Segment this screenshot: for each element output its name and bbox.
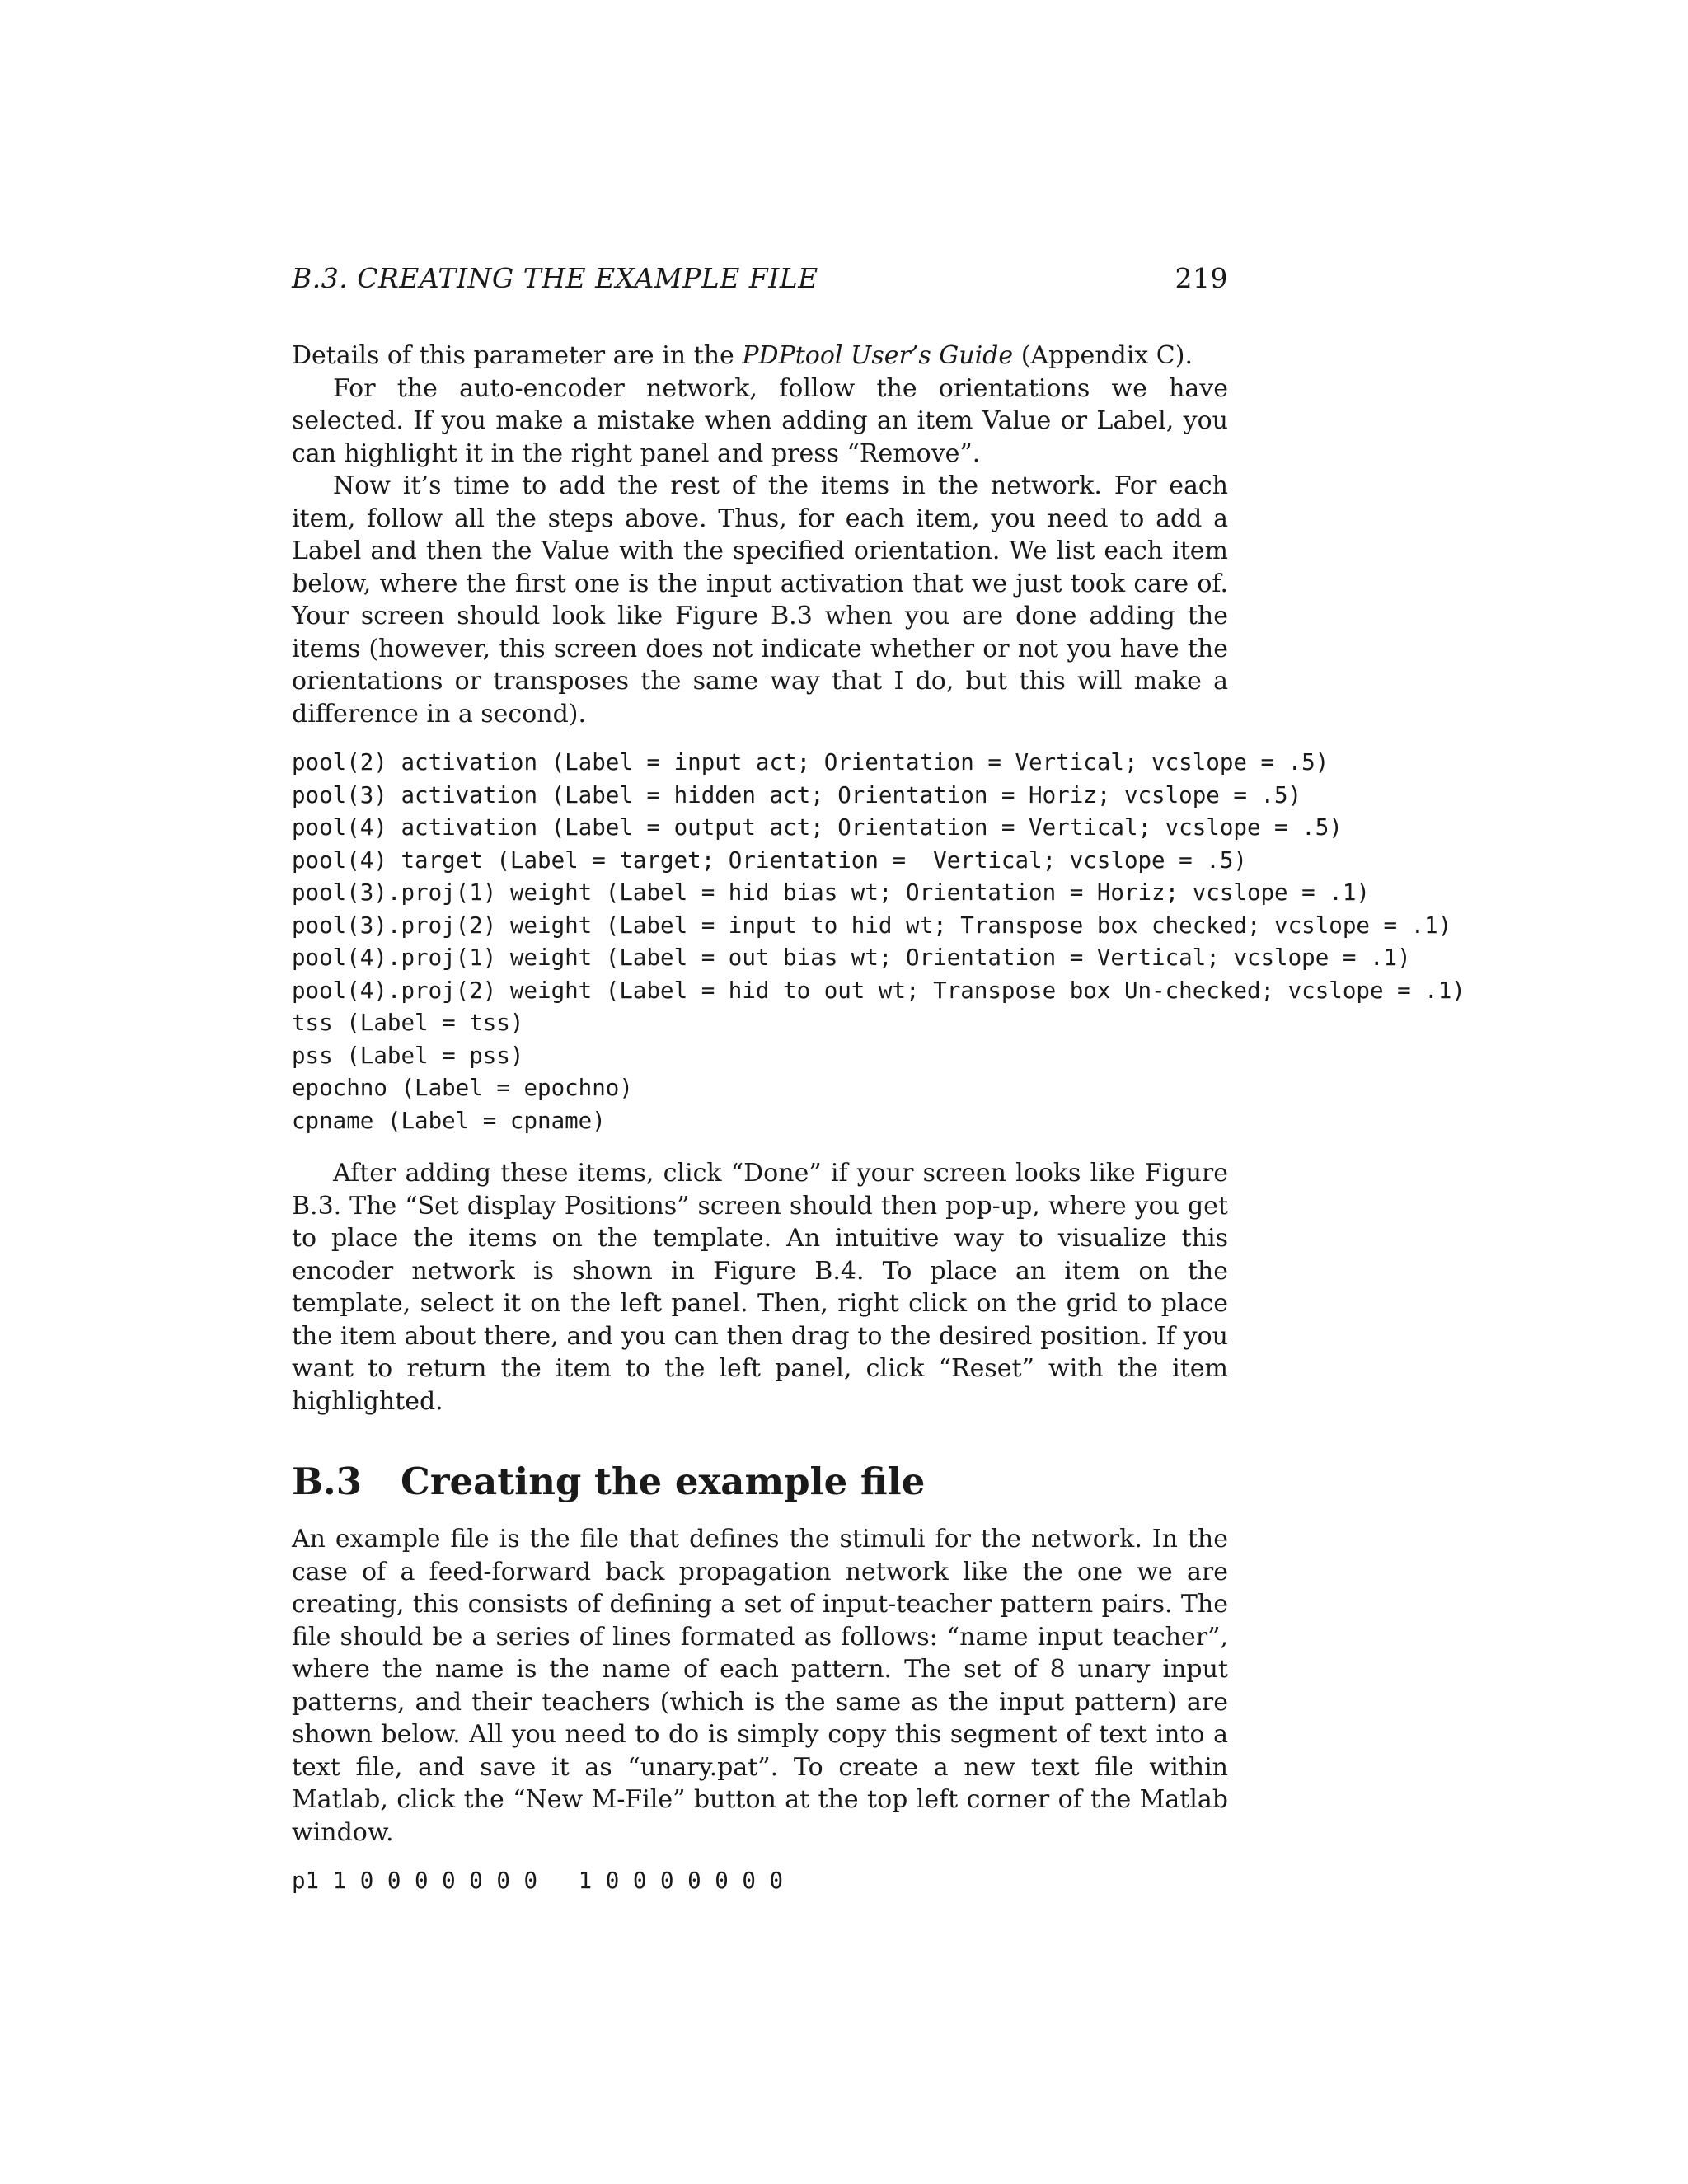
pattern-line: p1 1 0 0 0 0 0 0 0 1 0 0 0 0 0 0 0 [292,1868,784,1894]
paragraph-add-items: Now it’s time to add the rest of the items in the network. For each item, follow all the steps above. Thus, for each item, you need to add a Label and then the Value with the specified orientation. We list each item below, where the first one is the input activation that we just took care of. Your screen should look like Figure B.3 when you are done adding the items (however, this screen does not indicate whether or not you have the orientations or transposes the same way that I do, but this will make a difference in a second). [292,471,1228,729]
code-line: pool(4) target (Label = target; Orientation = Vertical; vcslope = .5) [292,846,1247,874]
paragraph-done: After adding these items, click “Done” if your screen looks like Figure B.3. The “Set display Positions” screen should then pop-up, where you get to place the items on the template. An intuitive way to visualize this encoder network is shown in Figure B.4. To place an item on the template, select it on the left panel. Then, right click on the grid to place the item about there, and you can then drag to the desired position. If you want to return the item to the left panel, click “Reset” with the item highlighted. [292,1159,1228,1416]
code-line: epochno (Label = epochno) [292,1075,633,1101]
section-heading [292,1457,1228,1507]
code-line: tss (Label = tss) [292,1010,524,1036]
paragraph-text: Details of this parameter are in the [292,341,743,370]
code-line: pool(3).proj(2) weight (Label = input to hid wt; Transpose box checked; vcslope = .1) [292,912,1452,939]
running-title: B.3. CREATING THE EXAMPLE FILE [292,262,818,294]
page-number: 219 [1175,262,1228,294]
code-line: pss (Label = pss) [292,1042,524,1069]
page-content [292,262,1465,1918]
paragraph-details [292,340,1228,373]
code-line: pool(4) activation (Label = output act; Orientation = Vertical; vcslope = .5) [292,814,1343,841]
code-line: cpname (Label = cpname) [292,1107,606,1134]
code-line: pool(4).proj(2) weight (Label = hid to out wt; Transpose box Un-checked; vcslope = .1) [292,977,1465,1004]
running-header [292,262,1228,298]
section-number: B.3 [292,1460,363,1503]
guide-title: PDPtool User’s Guide [742,341,1014,370]
code-line: pool(3).proj(1) weight (Label = hid bias wt; Orientation = Horiz; vcslope = .1) [292,879,1370,906]
paragraph-orientations: For the auto-encoder network, follow the orientations we have selected. If you make a mistake when adding an item Value or Label, you can highlight it in the right panel and press “Remove”. [292,373,1228,468]
paragraph-text: (Appendix C). [1013,341,1193,370]
paragraph-example-file: An example file is the file that defines the stimuli for the network. In the case of a feed-forward back propagation network like the one we are creating, this consists of defining a set of input-teacher pattern pairs. The file should be a series of lines formated as follows: “name input teacher”, where the name is the name of each pattern. The set of 8 unary input patterns, and their teachers (which is the same as the input pattern) are shown below. All you need to do is simply copy this segment of text into a text file, and save it as “unary.pat”. To create a new text file within Matlab, click the “New M-File” button at the top left corner of the Matlab window. [292,1525,1228,1847]
code-line: pool(4).proj(1) weight (Label = out bias wt; Orientation = Vertical; vcslope = .1) [292,944,1411,971]
section-title: Creating the example file [401,1460,926,1503]
code-line: pool(2) activation (Label = input act; Orientation = Vertical; vcslope = .5) [292,749,1329,776]
code-line: pool(3) activation (Label = hidden act; Orientation = Horiz; vcslope = .5) [292,781,1302,808]
code-item-list [292,747,1465,1137]
